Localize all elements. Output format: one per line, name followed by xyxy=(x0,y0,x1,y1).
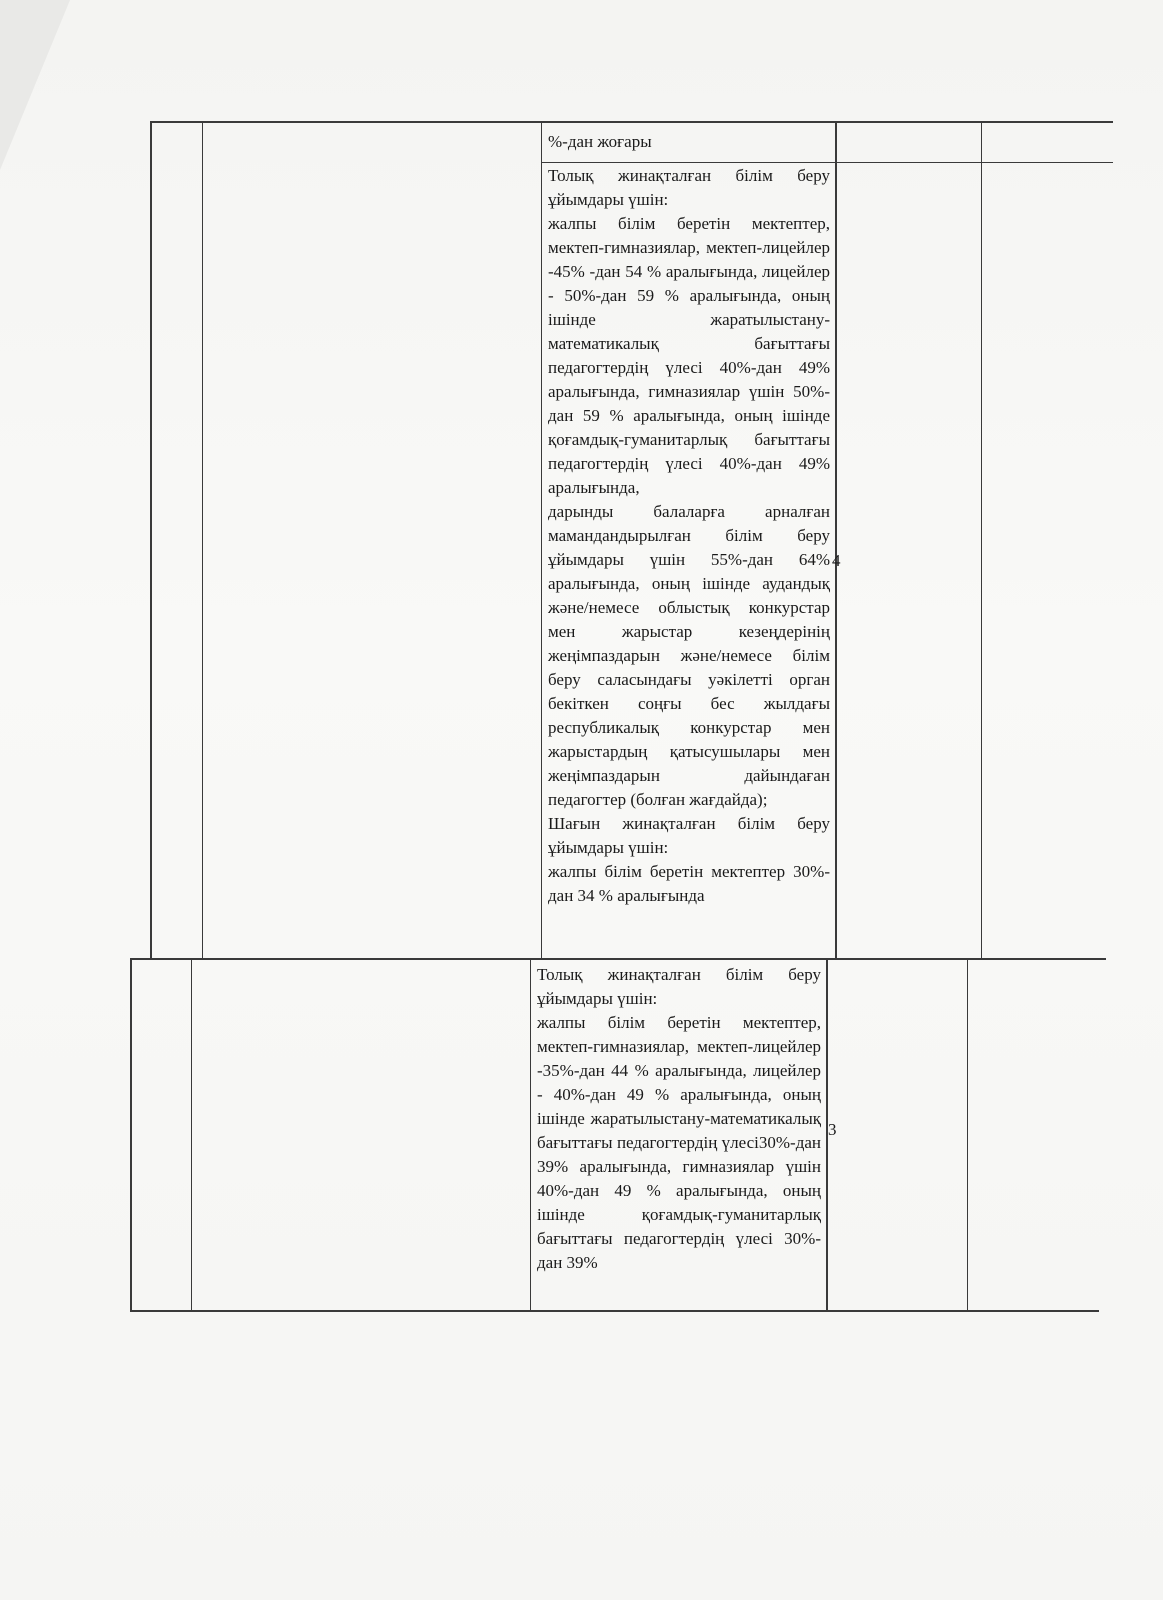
criteria-paragraph: жалпы білім беретін мектептер, мектеп-гимназиялар, мектеп-лицейлер -35%-дан 44 % аралығында, лицейлер - 40%-дан 49 % аралығында, оның ішінде жаратылыстану-математикалық бағыттағы педагогтердің үлесі30%-дан 39% аралығында, гимназиялар үшін 40%-дан 49 % аралығында, оның ішінде қоғамдық-гуманитарлық бағыттағы педагогтердің үлесі 30%-дан 39% xyxy=(537,1013,821,1272)
score-cell-row3: 3 xyxy=(828,1120,837,1139)
col-line-4 xyxy=(835,121,837,959)
col-line-3 xyxy=(541,121,542,959)
col-line-lower-1 xyxy=(130,958,132,1311)
criteria-paragraph: дарынды балаларға арналған мамандандырылған білім беру ұйымдары үшін 55%-дан 64% аралығында, оның ішінде аудандық және/немесе облыстық конкурстар мен жарыстар кезеңдерінің жеңімпаздарын және/немесе білім беру саласындағы уәкілетті орган бекіткен соңғы бес жылдағы республикалық конкурстар мен жарыстардың қатысушылары мен жеңімпаздарын дайындаған педагогтер (болған жағдайда); xyxy=(548,502,830,809)
criteria-text: %-дан жоғары xyxy=(548,132,652,151)
col-line-5 xyxy=(981,121,982,959)
table-bottom-border xyxy=(130,1310,1099,1312)
col-line-lower-5 xyxy=(967,958,968,1311)
page-corner-fold xyxy=(0,0,70,170)
criteria-paragraph: Шағын жинақталған білім беру ұйымдары үшін: xyxy=(548,814,830,857)
row-separator-lower xyxy=(130,958,1106,960)
criteria-paragraph: жалпы білім беретін мектептер, мектеп-гимназиялар, мектеп-лицейлер -45% -дан 54 % аралығында, лицейлер - 50%-дан 59 % аралығында, оның ішінде жаратылыстану-математикалық бағыттағы педагогтердің үлесі 40%-дан 49% аралығында, гимназиялар үшін 50%-дан 59 % аралығында, оның ішінде қоғамдық-гуманитарлық бағыттағы педагогтердің үлесі 40%-дан 49% аралығында, xyxy=(548,214,830,497)
criteria-paragraph: жалпы білім беретін мектептер 30%-дан 34 % аралығында xyxy=(548,862,830,905)
col-line-lower-3 xyxy=(530,958,531,1311)
col-line-1 xyxy=(150,121,152,959)
col-line-2 xyxy=(202,121,203,959)
criteria-cell-row2 xyxy=(548,164,830,908)
criteria-cell-row1 xyxy=(548,130,830,154)
criteria-paragraph: Толық жинақталған білім беру ұйымдары үшін: xyxy=(537,965,821,1008)
table-top-border xyxy=(150,121,1113,123)
row-separator xyxy=(541,162,1113,163)
criteria-cell-row3 xyxy=(537,963,821,1275)
score-cell-row2: 4 xyxy=(832,551,841,570)
col-line-lower-2 xyxy=(191,958,192,1311)
criteria-paragraph: Толық жинақталған білім беру ұйымдары үшін: xyxy=(548,166,830,209)
